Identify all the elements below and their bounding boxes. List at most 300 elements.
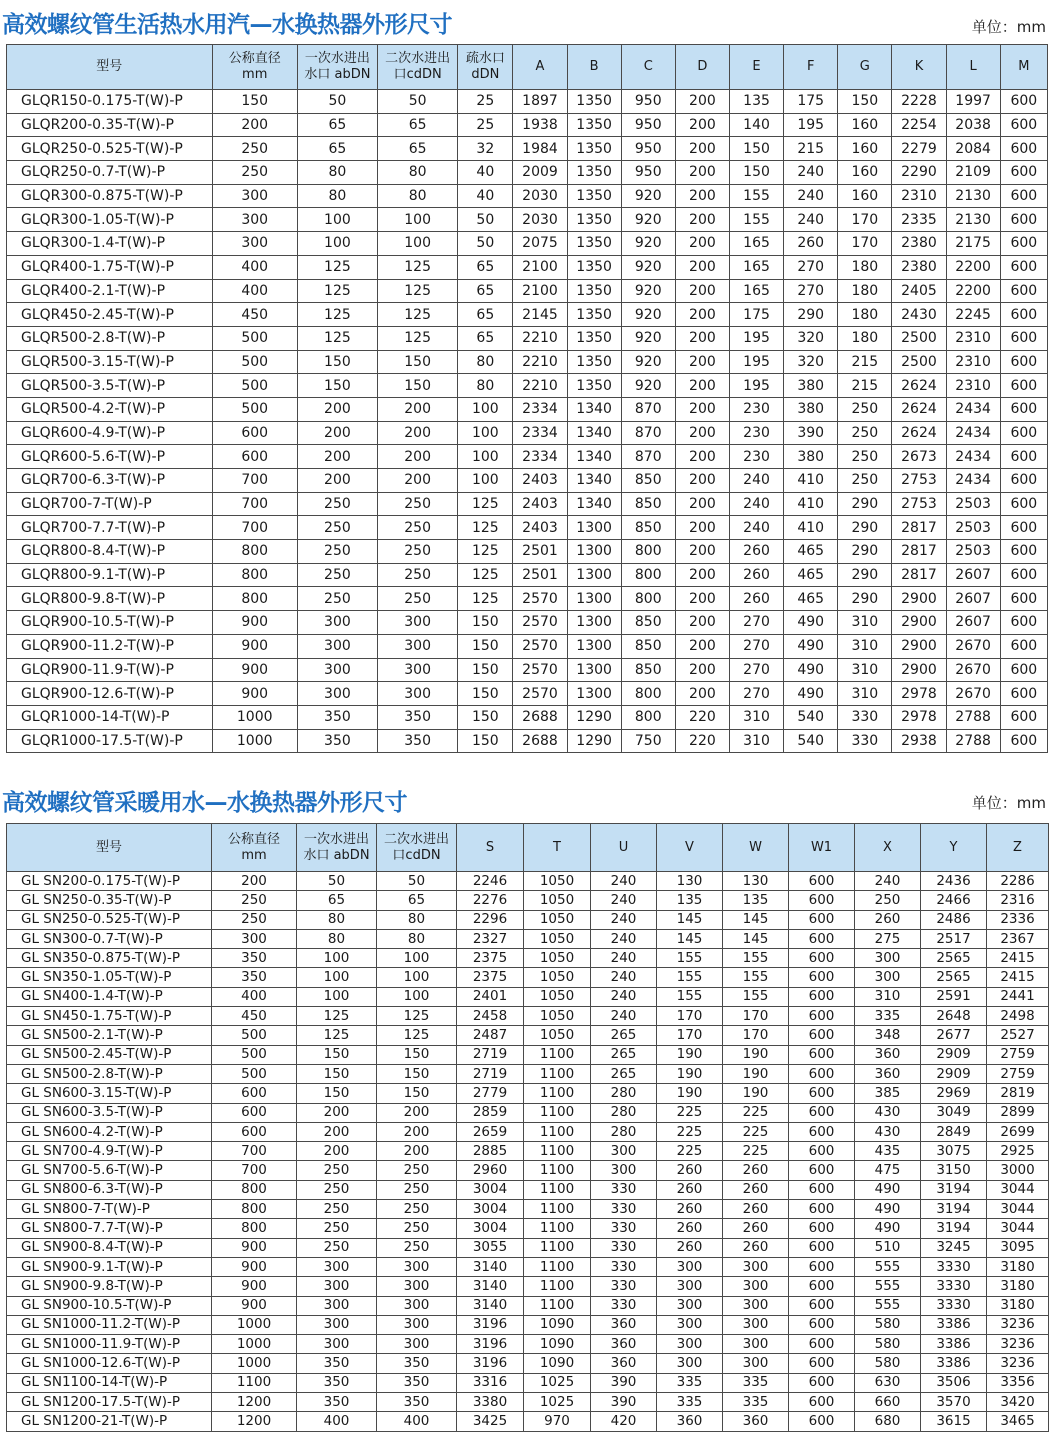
- table-cell: 155: [723, 949, 789, 968]
- table-cell: 215: [784, 137, 838, 161]
- table-cell: 200: [675, 658, 729, 682]
- table-cell: 600: [212, 1084, 297, 1103]
- table-cell: 800: [621, 705, 675, 729]
- table-cell: 200: [212, 872, 297, 891]
- table-cell: 300: [297, 658, 377, 682]
- table-cell: 3044: [987, 1219, 1049, 1238]
- table-cell: 1100: [212, 1373, 297, 1392]
- table-cell: 300: [212, 184, 297, 208]
- table-cell: 580: [855, 1315, 921, 1334]
- model-cell: GLQR450-2.45-T(W)-P: [7, 303, 213, 327]
- table-cell: 100: [297, 208, 377, 232]
- table-cell: 260: [657, 1200, 723, 1219]
- model-cell: GLQR900-12.6-T(W)-P: [7, 682, 213, 706]
- model-cell: GLQR150-0.175-T(W)-P: [7, 90, 213, 114]
- table-cell: 240: [591, 949, 657, 968]
- table-cell: 150: [458, 658, 513, 682]
- table-cell: 2719: [457, 1045, 524, 1064]
- table-cell: 175: [784, 90, 838, 114]
- table-cell: 100: [458, 469, 513, 493]
- th-col-f: F: [784, 45, 838, 90]
- table-cell: 260: [723, 1180, 789, 1199]
- table-cell: 920: [621, 184, 675, 208]
- table-cell: 300: [657, 1354, 723, 1373]
- table-cell: 250: [378, 587, 458, 611]
- table-cell: 430: [855, 1103, 921, 1122]
- model-cell: GL SN200-0.175-T(W)-P: [7, 872, 212, 891]
- table-cell: 350: [378, 729, 458, 753]
- section1-title: 高效螺纹管生活热水用汽—水换热器外形尺寸: [2, 12, 452, 38]
- table-cell: 335: [657, 1393, 723, 1412]
- table-cell: 100: [377, 968, 457, 987]
- table-cell: 1100: [524, 1064, 591, 1083]
- table-cell: 2310: [946, 374, 1000, 398]
- table-cell: 330: [591, 1238, 657, 1257]
- table-cell: 80: [377, 910, 457, 929]
- table-cell: 2296: [457, 910, 524, 929]
- table-cell: 3506: [921, 1373, 987, 1392]
- table-cell: 100: [297, 968, 377, 987]
- table-cell: 2788: [946, 729, 1000, 753]
- table-row: [7, 208, 1048, 232]
- table-cell: 2334: [513, 397, 567, 421]
- table-cell: 3330: [921, 1296, 987, 1315]
- table-cell: 2503: [946, 492, 1000, 516]
- table-cell: 150: [297, 350, 377, 374]
- table-cell: 200: [675, 563, 729, 587]
- table-cell: 2753: [892, 469, 946, 493]
- model-cell: GL SN700-5.6-T(W)-P: [7, 1161, 212, 1180]
- table-cell: 300: [723, 1335, 789, 1354]
- table-cell: 490: [855, 1200, 921, 1219]
- table-cell: 1100: [524, 1084, 591, 1103]
- table-row: [7, 1026, 1049, 1045]
- table-cell: 600: [1000, 90, 1047, 114]
- table-cell: 1100: [524, 1277, 591, 1296]
- table-cell: 100: [297, 987, 377, 1006]
- table-cell: 155: [657, 987, 723, 1006]
- table-cell: 3004: [457, 1219, 524, 1238]
- table-cell: 230: [729, 397, 783, 421]
- table-cell: 600: [789, 968, 855, 987]
- table-row: [7, 90, 1048, 114]
- table-cell: 2624: [892, 374, 946, 398]
- table-cell: 600: [212, 1103, 297, 1122]
- table-cell: 2688: [513, 705, 567, 729]
- table-cell: 600: [1000, 303, 1047, 327]
- table-row: [7, 1373, 1049, 1392]
- table-cell: 170: [838, 232, 892, 256]
- table-row: [7, 137, 1048, 161]
- table-row: [7, 492, 1048, 516]
- table-cell: 300: [212, 232, 297, 256]
- table-cell: 265: [591, 1026, 657, 1045]
- table-cell: 150: [297, 374, 377, 398]
- table-cell: 330: [838, 729, 892, 753]
- model-cell: GLQR300-0.875-T(W)-P: [7, 184, 213, 208]
- model-cell: GLQR800-8.4-T(W)-P: [7, 540, 213, 564]
- table-cell: 2817: [892, 563, 946, 587]
- table-cell: 2817: [892, 540, 946, 564]
- table-cell: 215: [838, 350, 892, 374]
- table-cell: 250: [297, 1200, 377, 1219]
- table-cell: 2200: [946, 279, 1000, 303]
- table-cell: 300: [297, 634, 377, 658]
- table-cell: 240: [729, 492, 783, 516]
- table-cell: 1340: [567, 445, 621, 469]
- table-cell: 750: [621, 729, 675, 753]
- table-cell: 2415: [987, 949, 1049, 968]
- table-cell: 2200: [946, 255, 1000, 279]
- th-drain: 疏水口 dDN: [458, 45, 513, 90]
- table-cell: 300: [377, 1277, 457, 1296]
- table-cell: 410: [784, 516, 838, 540]
- table-cell: 600: [789, 1354, 855, 1373]
- table-cell: 125: [297, 279, 377, 303]
- table-cell: 250: [838, 421, 892, 445]
- table-row: [7, 113, 1048, 137]
- table-cell: 125: [297, 326, 377, 350]
- table-cell: 125: [458, 492, 513, 516]
- table-cell: 600: [789, 891, 855, 910]
- table-cell: 100: [297, 949, 377, 968]
- model-cell: GL SN600-3.5-T(W)-P: [7, 1103, 212, 1122]
- table-cell: 225: [723, 1142, 789, 1161]
- table-cell: 260: [657, 1238, 723, 1257]
- table-cell: 2276: [457, 891, 524, 910]
- table-cell: 1100: [524, 1296, 591, 1315]
- table-cell: 2938: [892, 729, 946, 753]
- table-cell: 2254: [892, 113, 946, 137]
- table-cell: 600: [1000, 184, 1047, 208]
- table-cell: 310: [838, 634, 892, 658]
- table-cell: 155: [657, 949, 723, 968]
- table-cell: 2648: [921, 1007, 987, 1026]
- table-cell: 2334: [513, 445, 567, 469]
- table-cell: 3194: [921, 1219, 987, 1238]
- model-cell: GL SN500-2.8-T(W)-P: [7, 1064, 212, 1083]
- table-cell: 2900: [892, 658, 946, 682]
- table-cell: 2527: [987, 1026, 1049, 1045]
- table-cell: 2380: [892, 255, 946, 279]
- table-cell: 1050: [524, 968, 591, 987]
- table-cell: 125: [458, 587, 513, 611]
- table-cell: 40: [458, 184, 513, 208]
- model-cell: GL SN600-4.2-T(W)-P: [7, 1122, 212, 1141]
- th-col-l: L: [946, 45, 1000, 90]
- table-cell: 145: [723, 929, 789, 948]
- section2-header: [0, 782, 1050, 814]
- table-cell: 190: [657, 1084, 723, 1103]
- table-cell: 335: [723, 1393, 789, 1412]
- th-col-e: E: [729, 45, 783, 90]
- table-cell: 600: [1000, 563, 1047, 587]
- table-cell: 555: [855, 1257, 921, 1276]
- table-cell: 2434: [946, 469, 1000, 493]
- table-cell: 3180: [987, 1296, 1049, 1315]
- model-cell: GL SN800-7-T(W)-P: [7, 1200, 212, 1219]
- table-cell: 2719: [457, 1064, 524, 1083]
- table-cell: 2075: [513, 232, 567, 256]
- table-cell: 1000: [212, 1315, 297, 1334]
- table-cell: 2246: [457, 872, 524, 891]
- model-cell: GLQR300-1.4-T(W)-P: [7, 232, 213, 256]
- table-cell: 900: [212, 1277, 297, 1296]
- table-cell: 360: [591, 1335, 657, 1354]
- table-cell: 600: [789, 1142, 855, 1161]
- table-cell: 195: [729, 350, 783, 374]
- table-cell: 580: [855, 1335, 921, 1354]
- table-cell: 280: [591, 1122, 657, 1141]
- table-cell: 435: [855, 1142, 921, 1161]
- model-cell: GLQR500-2.8-T(W)-P: [7, 326, 213, 350]
- table-cell: 250: [297, 587, 377, 611]
- table-cell: 200: [297, 1142, 377, 1161]
- table-cell: 350: [297, 705, 377, 729]
- table-cell: 3196: [457, 1335, 524, 1354]
- table-cell: 600: [1000, 634, 1047, 658]
- table-cell: 170: [723, 1026, 789, 1045]
- table-cell: 600: [1000, 279, 1047, 303]
- table-cell: 1200: [212, 1412, 297, 1431]
- table-cell: 300: [657, 1335, 723, 1354]
- table-cell: 270: [784, 255, 838, 279]
- table-cell: 600: [1000, 421, 1047, 445]
- table-cell: 300: [591, 1161, 657, 1180]
- table-cell: 330: [591, 1219, 657, 1238]
- table-cell: 3140: [457, 1257, 524, 1276]
- table-cell: 920: [621, 279, 675, 303]
- table-cell: 600: [1000, 658, 1047, 682]
- table-row: [7, 1277, 1049, 1296]
- table-cell: 200: [297, 445, 377, 469]
- table-cell: 350: [297, 729, 377, 753]
- table-cell: 65: [458, 279, 513, 303]
- table-cell: 600: [1000, 705, 1047, 729]
- table-cell: 250: [212, 137, 297, 161]
- table-cell: 50: [378, 90, 458, 114]
- table-cell: 3194: [921, 1200, 987, 1219]
- table-row: [7, 910, 1049, 929]
- table-cell: 2570: [513, 611, 567, 635]
- table-row: [7, 587, 1048, 611]
- section2-unit: 单位：mm: [971, 794, 1046, 812]
- table-cell: 2503: [946, 540, 1000, 564]
- table-cell: 390: [591, 1393, 657, 1412]
- table-cell: 600: [789, 1200, 855, 1219]
- table-row: [7, 279, 1048, 303]
- table-cell: 250: [297, 1161, 377, 1180]
- table-cell: 850: [621, 492, 675, 516]
- table-cell: 1050: [524, 929, 591, 948]
- table-row: [7, 326, 1048, 350]
- table-cell: 600: [789, 1161, 855, 1180]
- table-cell: 175: [729, 303, 783, 327]
- table-cell: 125: [377, 1026, 457, 1045]
- table-cell: 870: [621, 445, 675, 469]
- table-cell: 65: [378, 137, 458, 161]
- table-cell: 2210: [513, 326, 567, 350]
- th-col-k: K: [892, 45, 946, 90]
- table-cell: 65: [377, 891, 457, 910]
- table-cell: 300: [297, 682, 377, 706]
- table-cell: 335: [855, 1007, 921, 1026]
- model-cell: GLQR700-7.7-T(W)-P: [7, 516, 213, 540]
- table-cell: 250: [297, 492, 377, 516]
- table-cell: 3140: [457, 1296, 524, 1315]
- table-cell: 490: [784, 682, 838, 706]
- th-col-c: C: [621, 45, 675, 90]
- table-cell: 240: [591, 891, 657, 910]
- table-cell: 260: [729, 540, 783, 564]
- table-cell: 600: [789, 949, 855, 968]
- table-cell: 2380: [892, 232, 946, 256]
- table-cell: 1200: [212, 1393, 297, 1412]
- table-cell: 3180: [987, 1257, 1049, 1276]
- table-cell: 25: [458, 90, 513, 114]
- table-cell: 50: [297, 90, 377, 114]
- table-cell: 2145: [513, 303, 567, 327]
- table-cell: 350: [297, 1393, 377, 1412]
- table-cell: 500: [212, 1045, 297, 1064]
- model-cell: GLQR900-10.5-T(W)-P: [7, 611, 213, 635]
- table-cell: 200: [675, 374, 729, 398]
- table-cell: 2038: [946, 113, 1000, 137]
- table-cell: 250: [297, 1238, 377, 1257]
- table-cell: 350: [297, 1354, 377, 1373]
- table-cell: 1938: [513, 113, 567, 137]
- table-cell: 300: [297, 1296, 377, 1315]
- table-row: [7, 1354, 1049, 1373]
- table-cell: 280: [591, 1103, 657, 1122]
- table-cell: 2570: [513, 634, 567, 658]
- table-cell: 215: [838, 374, 892, 398]
- table-cell: 250: [297, 540, 377, 564]
- table-row: [7, 421, 1048, 445]
- table-cell: 250: [297, 1219, 377, 1238]
- table-cell: 920: [621, 326, 675, 350]
- table-cell: 150: [458, 611, 513, 635]
- table-cell: 410: [784, 469, 838, 493]
- table-row: [7, 929, 1049, 948]
- table-cell: 165: [729, 232, 783, 256]
- table-cell: 600: [789, 1393, 855, 1412]
- table-cell: 65: [458, 255, 513, 279]
- table-cell: 2859: [457, 1103, 524, 1122]
- table-cell: 125: [377, 1007, 457, 1026]
- table-cell: 250: [377, 1238, 457, 1257]
- table-cell: 65: [297, 891, 377, 910]
- table-cell: 2591: [921, 987, 987, 1006]
- table-cell: 2405: [892, 279, 946, 303]
- model-cell: GL SN1000-11.2-T(W)-P: [7, 1315, 212, 1334]
- table-cell: 465: [784, 563, 838, 587]
- model-cell: GL SN1000-12.6-T(W)-P: [7, 1354, 212, 1373]
- table-cell: 2978: [892, 705, 946, 729]
- table-cell: 400: [212, 255, 297, 279]
- model-cell: GLQR800-9.8-T(W)-P: [7, 587, 213, 611]
- table-cell: 1025: [524, 1373, 591, 1392]
- table-cell: 335: [723, 1373, 789, 1392]
- table-cell: 300: [723, 1277, 789, 1296]
- th2-col-z: Z: [987, 824, 1049, 872]
- table-row: [7, 469, 1048, 493]
- table-cell: 900: [212, 1257, 297, 1276]
- table-cell: 80: [377, 929, 457, 948]
- table-cell: 2228: [892, 90, 946, 114]
- table-cell: 135: [723, 891, 789, 910]
- table-cell: 700: [212, 1161, 297, 1180]
- table-row: [7, 1219, 1049, 1238]
- table-cell: 250: [378, 540, 458, 564]
- table-cell: 290: [784, 303, 838, 327]
- table-cell: 800: [212, 563, 297, 587]
- table-cell: 170: [838, 208, 892, 232]
- table-cell: 200: [675, 421, 729, 445]
- table-row: [7, 563, 1048, 587]
- table-cell: 600: [789, 1007, 855, 1026]
- table-cell: 600: [1000, 729, 1047, 753]
- table-cell: 600: [1000, 445, 1047, 469]
- table-cell: 2279: [892, 137, 946, 161]
- table-cell: 2100: [513, 255, 567, 279]
- table-cell: 2403: [513, 516, 567, 540]
- table-cell: 1350: [567, 137, 621, 161]
- table-cell: 240: [591, 910, 657, 929]
- table-cell: 300: [297, 611, 377, 635]
- table-cell: 150: [212, 90, 297, 114]
- table-cell: 465: [784, 587, 838, 611]
- table-cell: 200: [675, 137, 729, 161]
- table-cell: 1100: [524, 1257, 591, 1276]
- table-cell: 2900: [892, 634, 946, 658]
- table-cell: 270: [729, 611, 783, 635]
- table-cell: 500: [212, 374, 297, 398]
- model-cell: GLQR300-1.05-T(W)-P: [7, 208, 213, 232]
- table-cell: 900: [212, 682, 297, 706]
- table-cell: 100: [297, 232, 377, 256]
- table-cell: 600: [1000, 255, 1047, 279]
- model-cell: GL SN700-4.9-T(W)-P: [7, 1142, 212, 1161]
- table-cell: 300: [657, 1277, 723, 1296]
- table-cell: 240: [591, 929, 657, 948]
- table-cell: 3245: [921, 1238, 987, 1257]
- table-cell: 1300: [567, 634, 621, 658]
- table-cell: 360: [591, 1354, 657, 1373]
- table-cell: 330: [591, 1257, 657, 1276]
- table-cell: 65: [297, 137, 377, 161]
- table-cell: 2245: [946, 303, 1000, 327]
- table-cell: 240: [784, 184, 838, 208]
- th-col-g: G: [838, 45, 892, 90]
- table-cell: 1300: [567, 587, 621, 611]
- table-cell: 1350: [567, 90, 621, 114]
- table-cell: 2210: [513, 374, 567, 398]
- table-cell: 600: [1000, 374, 1047, 398]
- table-cell: 1000: [212, 729, 297, 753]
- table-cell: 250: [377, 1161, 457, 1180]
- table-cell: 2466: [921, 891, 987, 910]
- table-cell: 3615: [921, 1412, 987, 1431]
- table-cell: 300: [377, 1335, 457, 1354]
- section1-unit: 单位：mm: [971, 18, 1046, 36]
- table-cell: 3316: [457, 1373, 524, 1392]
- table-cell: 2436: [921, 872, 987, 891]
- table-cell: 1100: [524, 1142, 591, 1161]
- table-cell: 3055: [457, 1238, 524, 1257]
- table-cell: 240: [855, 872, 921, 891]
- table-cell: 1100: [524, 1200, 591, 1219]
